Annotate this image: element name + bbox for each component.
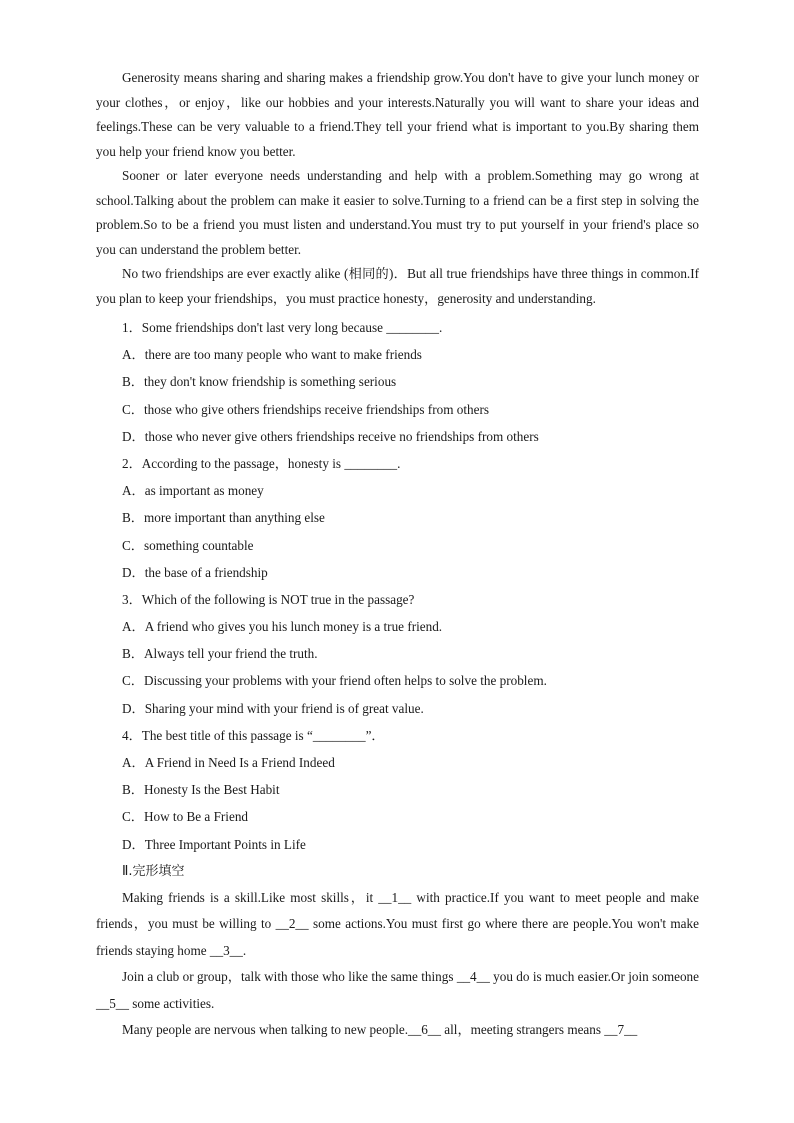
option-b: B．they don't know friendship is something serious (122, 374, 397, 390)
reading-passage (96, 66, 699, 311)
option-a: A．there are too many people who want to make friends (122, 347, 422, 363)
question-stem: 2．According to the passage，honesty is ________. (122, 455, 401, 471)
option-d: D．Sharing your mind with your friend is of great value. (122, 700, 424, 716)
option-d: D．the base of a friendship (122, 564, 268, 580)
option-a: A．A friend who gives you his lunch money is a true friend. (122, 619, 443, 635)
question-stem: 3．Which of the following is NOT true in the passage? (122, 591, 415, 607)
document-page (96, 66, 699, 1044)
question-list (96, 314, 699, 858)
cloze-paragraph: Join a club or group，talk with those who like the same things __4__ you do is much easier.Or join someone __5__ some activities. (96, 969, 699, 1011)
passage-paragraph: Generosity means sharing and sharing makes a friendship grow.You don't have to give your lunch money or your clothes，or enjoy，like our hobbies and your interests.Naturally you will want to share your ideas and feelings.These can be very valuable to a friend.They tell your friend what is important to you.By sharing them you help your friend know you better. (96, 70, 699, 159)
option-d: D．those who never give others friendships receive no friendships from others (122, 428, 539, 444)
option-a: A．as important as money (122, 483, 264, 499)
question-3 (96, 586, 699, 722)
option-c: C．Discussing your problems with your friend often helps to solve the problem. (122, 673, 547, 689)
question-4 (96, 722, 699, 858)
option-b: B．Honesty Is the Best Habit (122, 782, 280, 798)
option-c: C．those who give others friendships receive friendships from others (122, 401, 489, 417)
section-heading: Ⅱ.完形填空 (122, 863, 185, 879)
option-c: C．How to Be a Friend (122, 809, 249, 825)
passage-paragraph: Sooner or later everyone needs understanding and help with a problem.Something may go wrong at school.Talking about the problem can make it easier to solve.Turning to a friend can be a first step in solving the problem.So to be a friend you must listen and understand.You must try to put yourself in your friend's place so you can understand the problem better. (96, 168, 699, 257)
option-a: A．A Friend in Need Is a Friend Indeed (122, 755, 335, 770)
option-b: B．more important than anything else (122, 510, 325, 526)
question-1 (96, 314, 699, 450)
question-stem: 4．The best title of this passage is “________”． (122, 727, 385, 743)
passage-paragraph: No two friendships are ever exactly alike (相同的)．But all true friendships have three things in common.If you plan to keep your friendships，you must practice honesty，generosity and understanding. (96, 266, 699, 306)
option-d: D．Three Important Points in Life (122, 836, 306, 852)
question-2 (96, 450, 699, 586)
cloze-passage (96, 885, 699, 1044)
cloze-paragraph: Making friends is a skill.Like most skills，it __1__ with practice.If you want to meet people and make friends，you must be willing to __2__ some actions.You must first go where there are people.You won't make friends staying home __3__. (96, 889, 699, 958)
option-b: B．Always tell your friend the truth. (122, 646, 318, 662)
question-stem: 1．Some friendships don't last very long because ________. (122, 320, 443, 335)
option-c: C．something countable (122, 537, 254, 553)
cloze-paragraph: Many people are nervous when talking to new people.__6__ all，meeting strangers means __7__ (122, 1022, 638, 1038)
